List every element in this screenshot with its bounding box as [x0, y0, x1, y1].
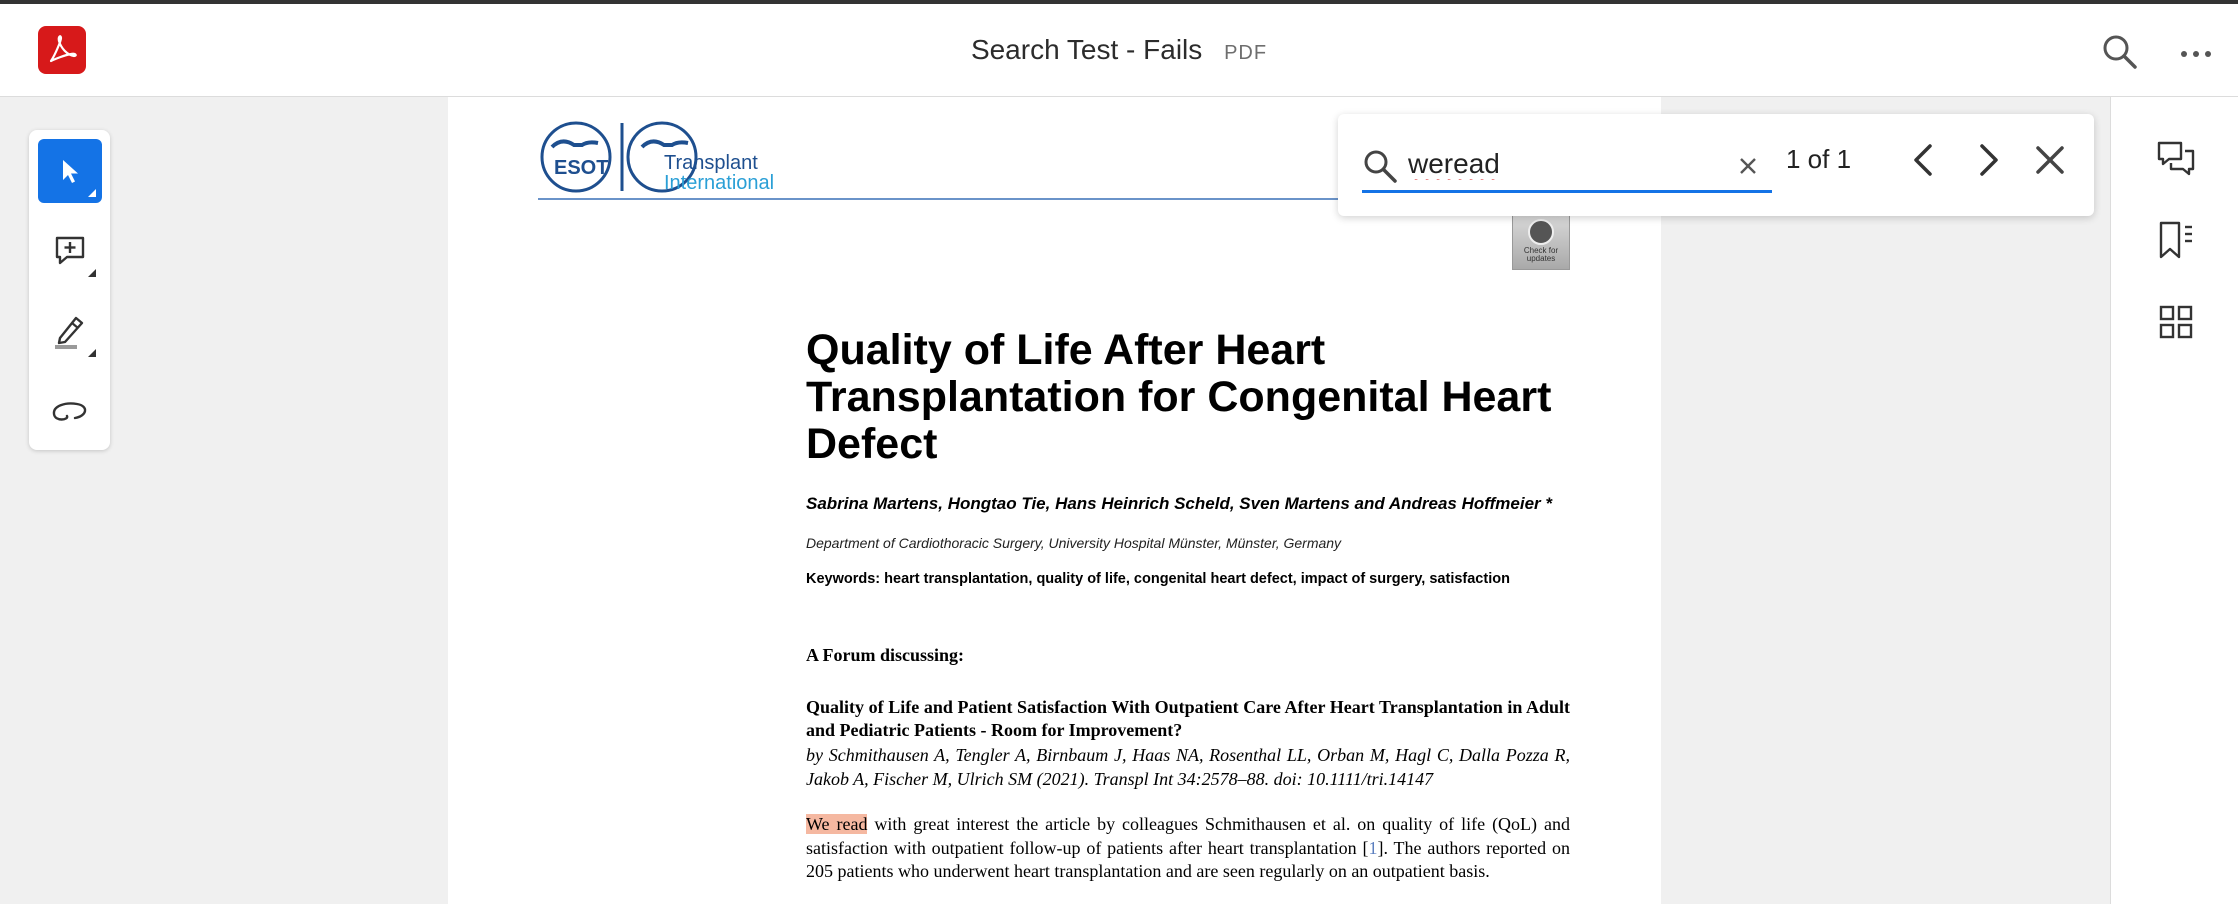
- chevron-right-icon: [1968, 140, 2008, 180]
- forum-heading: A Forum discussing:: [806, 645, 965, 665]
- international-logo-text: International: [664, 172, 775, 194]
- right-rail: [2110, 97, 2238, 904]
- bookmark-badge-icon: [1528, 219, 1554, 245]
- find-search-icon: [1362, 148, 1398, 184]
- body-text-part-1: with great interest the article by colleagues Schmithausen et al. on quality of life (QoL) and satisfaction with outpatient follow-up of patients after heart transplantation [: [806, 814, 1570, 858]
- tool-options-indicator: [88, 349, 96, 357]
- search-icon[interactable]: [2100, 32, 2140, 72]
- keywords-list: heart transplantation, quality of life, congenital heart defect, impact of surgery, satisfaction: [884, 571, 1510, 587]
- add-comment-icon: [52, 233, 88, 269]
- citation-link[interactable]: 1: [1368, 837, 1378, 858]
- transplant-logo-text: Transplant: [664, 152, 758, 174]
- find-field[interactable]: [1362, 138, 1772, 193]
- match-count: 1 of 1: [1786, 144, 1852, 174]
- discussed-article-title: Quality of Life and Patient Satisfaction With Outpatient Care After Heart Transplantation in Adult and Pediatric Patients - Room for Improvement?: [806, 697, 1570, 740]
- check-updates-line-2: updates: [1526, 254, 1556, 263]
- tool-rail: [29, 130, 110, 450]
- freeform-draw-icon: [51, 396, 89, 426]
- paper-affiliation: Department of Cardiothoracic Surgery, University Hospital Münster, Münster, Germany: [806, 535, 1342, 551]
- keywords-label: Keywords:: [806, 571, 881, 587]
- chevron-left-icon: [1904, 140, 1944, 180]
- tool-options-indicator: [88, 189, 96, 197]
- top-bar: [0, 0, 2238, 97]
- clear-search-icon[interactable]: [1737, 155, 1759, 177]
- tool-options-indicator: [88, 269, 96, 277]
- body-paragraph: [806, 813, 1570, 884]
- find-bar: [1338, 114, 2094, 216]
- body-text-part-2: ]. The authors reported on 205 patients who underwent heart transplantation and are seen regularly on an outpatient basis.: [806, 837, 1570, 881]
- paper-keywords: [806, 571, 1510, 587]
- document-name: Search Test - Fails: [970, 34, 1203, 65]
- bookmarks-icon[interactable]: [2155, 219, 2199, 263]
- cursor-icon: [55, 156, 85, 186]
- find-input[interactable]: [1408, 144, 1708, 184]
- more-icon[interactable]: [2176, 34, 2216, 74]
- add-comment-tool-button[interactable]: [38, 219, 102, 283]
- select-tool-button[interactable]: [38, 139, 102, 203]
- highlight-tool-button[interactable]: [38, 299, 102, 363]
- highlighter-icon: [51, 312, 89, 350]
- discussed-article-citation: by Schmithausen A, Tengler A, Birnbaum J, Haas NA, Rosenthal LL, Orban M, Hagl C, Dalla Pozza R, Jakob A, Fischer M, Ulrich SM (2021). Transpl Int 34:2578–88. doi: 10.1111/tri.14147: [806, 745, 1570, 789]
- paper-authors: Sabrina Martens, Hongtao Tie, Hans Heinrich Scheld, Sven Martens and Andreas Hoffmeier *: [806, 494, 1552, 513]
- close-icon: [2030, 140, 2070, 180]
- journal-logos: [538, 119, 808, 199]
- close-find-button[interactable]: [2030, 140, 2070, 180]
- esot-logo-text: ESOT: [554, 157, 609, 179]
- next-match-button[interactable]: [1968, 140, 2008, 180]
- file-type-label: PDF: [1224, 42, 1268, 64]
- paper-title: Quality of Life After Heart Transplantation for Congenital Heart Defect: [806, 326, 1552, 468]
- comments-icon[interactable]: [2155, 137, 2199, 181]
- document-title: [0, 34, 2238, 66]
- search-match-highlight[interactable]: We read: [806, 814, 868, 834]
- page-thumbnails-icon[interactable]: [2155, 301, 2199, 345]
- draw-tool-button[interactable]: [38, 379, 102, 443]
- check-for-updates-badge[interactable]: [1512, 214, 1570, 270]
- pdf-page: [448, 97, 1661, 904]
- previous-match-button[interactable]: [1904, 140, 1944, 180]
- check-updates-line-1: Check for: [1523, 246, 1559, 255]
